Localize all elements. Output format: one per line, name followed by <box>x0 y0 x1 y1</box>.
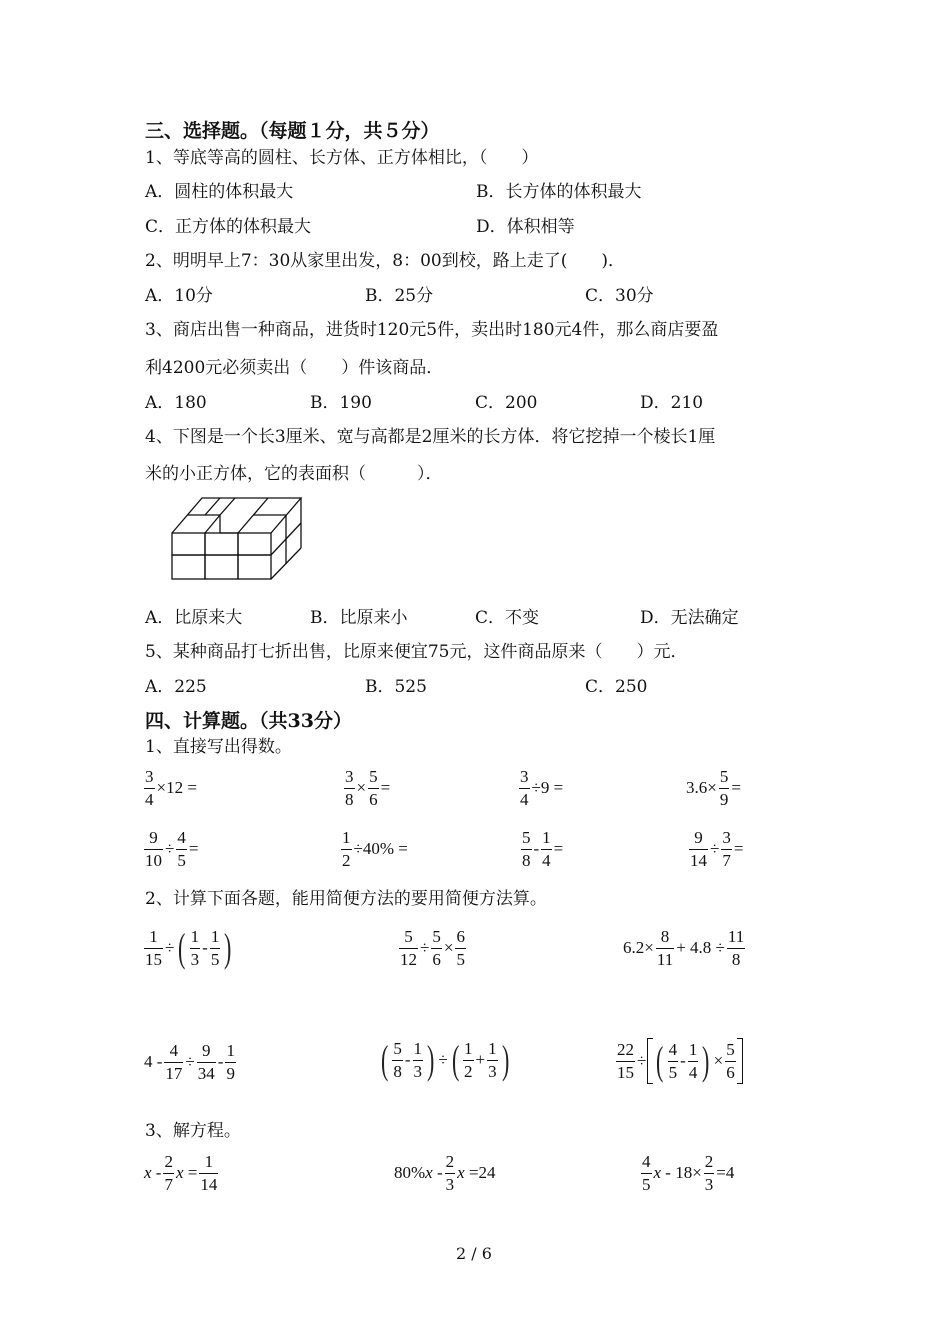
expr-11: 6.2× $\frac{8}{11}$ + 4.8 ÷ $\frac{11}{8}$ <box>623 927 745 969</box>
expr-14: $\frac{22}{15}$ ÷ ( $\frac{4}{5}$ - $\frac{1}{4}$ ) × $\frac{5}{6}$ <box>615 1038 743 1084</box>
expr-2: $\frac{3}{8}$ × $\frac{5}{6}$ = <box>345 767 391 809</box>
expr-10: $\frac{5}{12}$ ÷ $\frac{5}{6}$ × $\frac{6}{5}$ <box>400 927 465 969</box>
section4-title: 四、计算题。（共33分） <box>145 710 352 732</box>
expr-7: $\frac{5}{8}$ - $\frac{1}{4}$ = <box>522 828 564 870</box>
q1-option-c: C．正方体的体积最大 <box>145 217 312 237</box>
q3-option-c: C．200 <box>475 393 538 413</box>
q4-line1: 4、下图是一个长3厘米、宽与高都是2厘米的长方体．将它挖掉一个棱长1厘 <box>145 427 716 447</box>
q2-option-c: C．30分 <box>585 286 654 306</box>
q5-stem: 5、某种商品打七折出售，比原来便宜75元，这件商品原来（ ）元． <box>145 642 688 662</box>
q3-line2: 利4200元必须卖出（ ）件该商品． <box>145 358 444 378</box>
q3-option-d: D．210 <box>640 393 704 413</box>
q3-option-b: B．190 <box>310 393 372 413</box>
q4-option-a: A．比原来大 <box>145 608 243 628</box>
page-number: 2 / 6 <box>456 1244 492 1263</box>
expr-6: $\frac{1}{2}$ ÷40% = <box>342 828 408 870</box>
q2-stem: 2、明明早上7：30从家里出发，8：00到校，路上走了( )． <box>145 251 625 271</box>
q1-option-d: D．体积相等 <box>476 217 575 237</box>
q5-option-a: A．225 <box>145 677 207 697</box>
equation-1: x - $\frac{2}{7}$ x = $\frac{1}{14}$ <box>144 1152 218 1194</box>
equation-3: $\frac{4}{5}$ x - 18× $\frac{2}{3}$ =4 <box>642 1152 735 1194</box>
expr-12: 4 - $\frac{4}{17}$ ÷ $\frac{9}{34}$ - $\frac{1}{9}$ <box>144 1041 235 1083</box>
q5-option-c: C．250 <box>585 677 648 697</box>
q5-option-b: B．525 <box>365 677 427 697</box>
q4-option-c: C．不变 <box>475 608 540 628</box>
cuboid-figure <box>165 493 310 588</box>
q2-option-b: B．25分 <box>365 286 434 306</box>
q4-option-d: D．无法确定 <box>640 608 739 628</box>
q1-option-b: B．长方体的体积最大 <box>476 182 642 202</box>
calc-part2-title: 2、计算下面各题，能用简便方法的要用简便方法算。 <box>145 889 547 909</box>
expr-9: $\frac{1}{15}$ ÷( $\frac{1}{3}$ - $\frac{1}{5}$ ) <box>145 925 232 971</box>
q2-option-a: A．10分 <box>145 286 213 306</box>
section3-title: 三、选择题。（每题１分，共５分） <box>145 120 440 142</box>
equation-2: 80%x - $\frac{2}{3}$ x =24 <box>394 1152 496 1194</box>
expr-4: 3.6× $\frac{5}{9}$ = <box>686 767 741 809</box>
q1-option-a: A．圆柱的体积最大 <box>145 182 294 202</box>
q4-option-b: B．比原来小 <box>310 608 408 628</box>
expr-3: $\frac{3}{4}$ ÷9 = <box>520 767 564 809</box>
expr-5: $\frac{9}{10}$ ÷ $\frac{4}{5}$ = <box>145 828 199 870</box>
expr-1: $\frac{3}{4}$ ×12 = <box>145 767 197 809</box>
q3-line1: 3、商店出售一种商品，进货时120元5件，卖出时180元4件，那么商店要盈 <box>145 320 719 340</box>
q1-stem: 1、等底等高的圆柱、长方体、正方体相比，（ ） <box>145 148 539 168</box>
expr-8: $\frac{9}{14}$ ÷ $\frac{3}{7}$ = <box>690 828 744 870</box>
calc-part3-title: 3、解方程。 <box>145 1121 241 1141</box>
q4-line2: 米的小正方体，它的表面积（ ）． <box>145 464 443 484</box>
q3-option-a: A．180 <box>145 393 207 413</box>
calc-part1-title: 1、直接写出得数。 <box>145 737 292 757</box>
expr-13: ( $\frac{5}{8}$ - $\frac{1}{3}$ ) ÷( $\frac{1}{2}$ + $\frac{1}{3}$ ) <box>380 1037 509 1083</box>
